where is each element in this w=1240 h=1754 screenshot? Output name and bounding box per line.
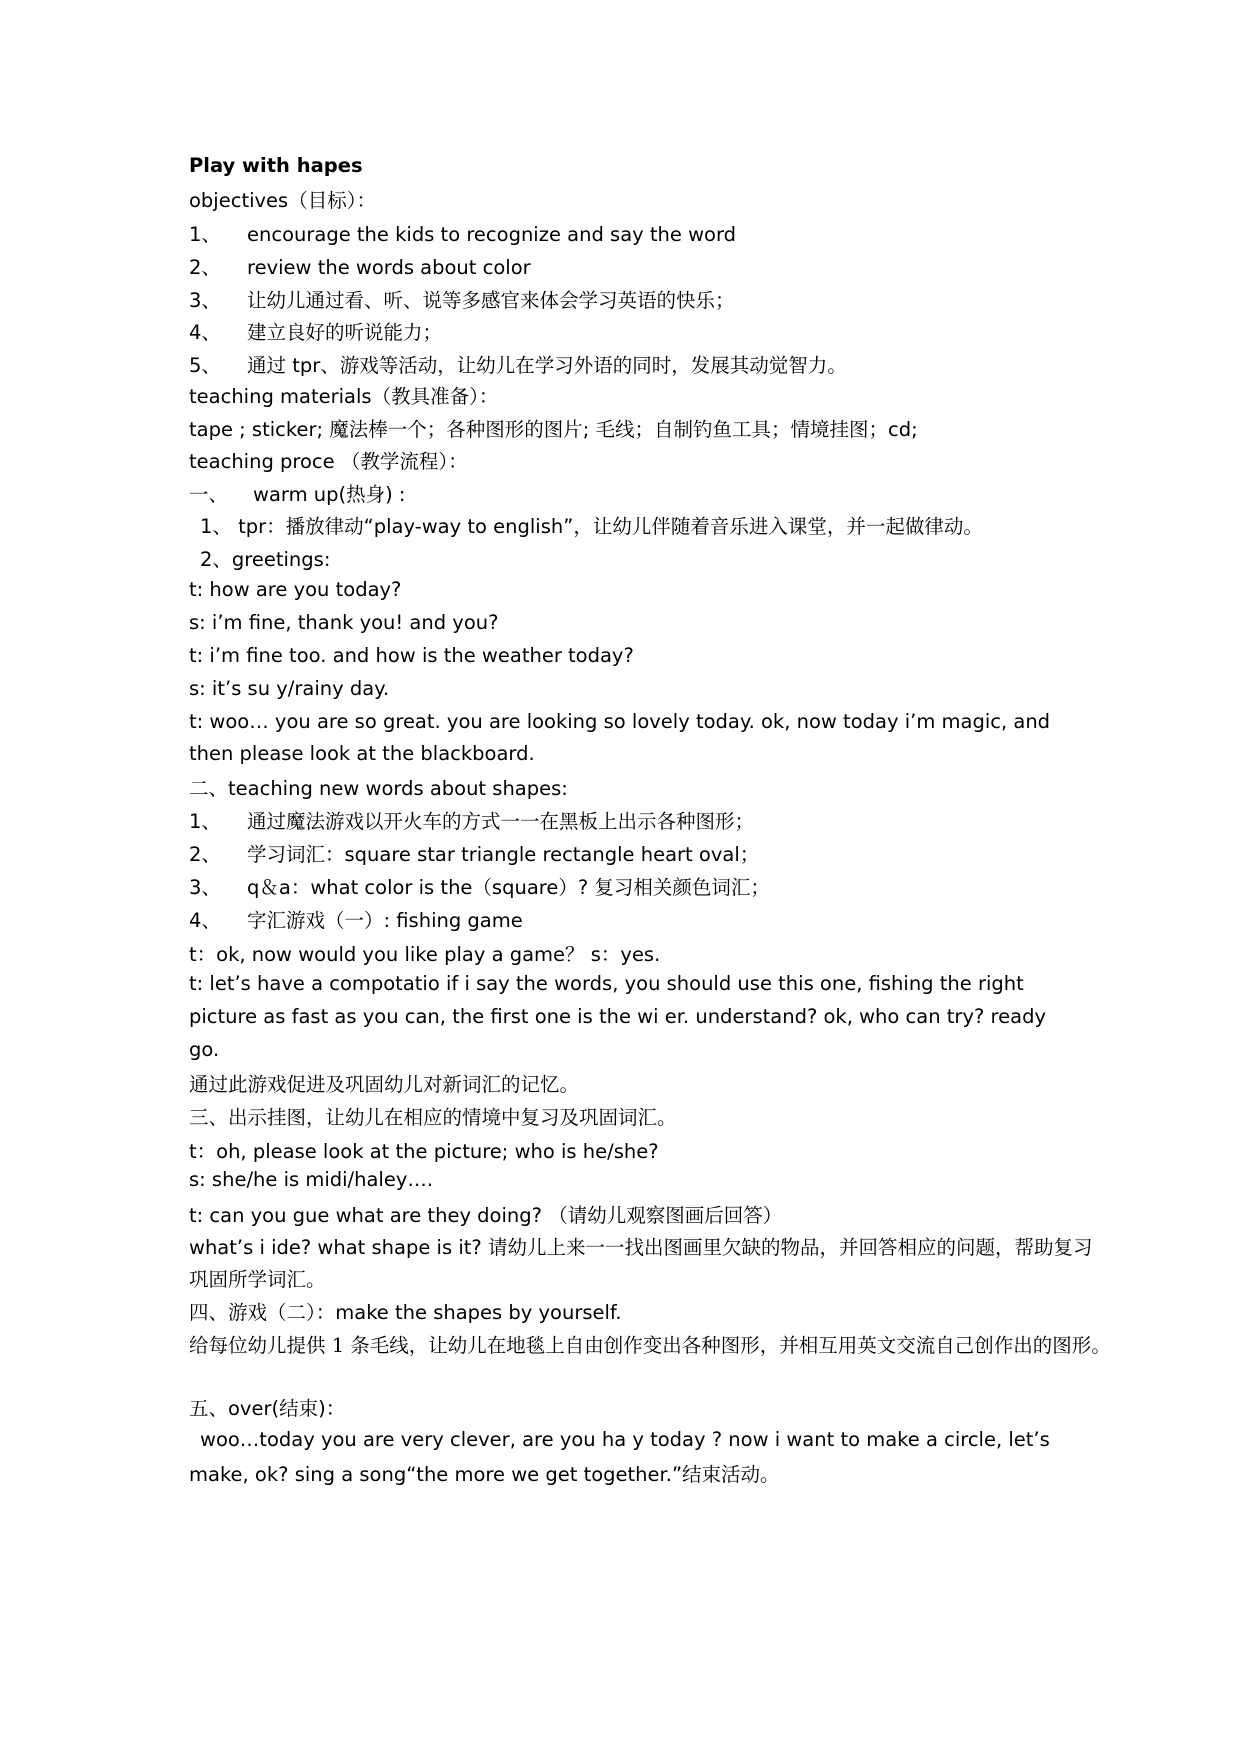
closing-line: woo…today you are very clever, are you ha y today ? now i want to make a circle, let’s [200, 1428, 1050, 1451]
section-2-item [189, 843, 759, 867]
objectives-heading: objectives（目标）： [189, 189, 376, 212]
dialogue-line: t：ok, now would you like play a game？ s：yes. [189, 943, 661, 966]
materials-heading: teaching materials（教具准备）： [189, 385, 499, 408]
item-number: 4、 [189, 909, 221, 932]
section-4-title: 四、游戏（二）：make the shapes by yourself. [189, 1301, 622, 1324]
item-text: 字汇游戏（一）: fishing game [247, 909, 523, 932]
dialogue-line: t: woo… you are so great. you are looking so lovely today. ok, now today i’m magic, and [189, 710, 1051, 733]
objective-item [189, 223, 736, 247]
objective-number: 5、 [189, 354, 221, 377]
objective-text: encourage the kids to recognize and say the word [247, 223, 737, 246]
doc-title: Play with hapes [189, 154, 363, 177]
section-2-note: 通过此游戏促进及巩固幼儿对新词汇的记忆。 [189, 1073, 580, 1096]
section-1-label: 一、 [189, 483, 229, 506]
dialogue-line: s: i’m fine, thank you! and you? [189, 611, 499, 634]
objective-text: 通过 tpr、游戏等活动，让幼儿在学习外语的同时，发展其动觉智力。 [247, 354, 847, 377]
section-2-item [189, 909, 523, 933]
objective-item [189, 321, 442, 345]
dialogue-line: what’s i ide? what shape is it? 请幼儿上来一一找出图画里欠缺的物品，并回答相应的问题，帮助复习 [189, 1236, 1093, 1259]
dialogue-line: t: i’m fine too. and how is the weather today? [189, 644, 634, 667]
objective-text: review the words about color [247, 256, 531, 279]
process-heading: teaching proce （教学流程）： [189, 450, 468, 473]
objective-number: 4、 [189, 321, 221, 344]
section-2-title: 二、teaching new words about shapes: [189, 777, 568, 800]
objective-number: 1、 [189, 223, 221, 246]
section-5-title: 五、over(结束)： [189, 1397, 346, 1420]
section-1-title: warm up(热身) : [253, 483, 406, 506]
objective-item [189, 289, 735, 313]
dialogue-line: t: let’s have a compotatio if i say the words, you should use this one, fishing the right [189, 972, 1024, 995]
item-text: 通过魔法游戏以开火车的方式一一在黑板上出示各种图形； [247, 810, 755, 833]
objective-number: 3、 [189, 289, 221, 312]
dialogue-line: s: she/he is midi/haley…. [189, 1168, 434, 1191]
section-3-title: 三、出示挂图，让幼儿在相应的情境中复习及巩固词汇。 [189, 1106, 677, 1129]
closing-line: make, ok? sing a song“the more we get together.”结束活动。 [189, 1463, 780, 1486]
materials-text: tape ; sticker; 魔法棒一个；各种图形的图片; 毛线；自制钓鱼工具；情境挂图；cd; [189, 418, 918, 441]
objective-text: 让幼儿通过看、听、说等多感官来体会学习英语的快乐； [247, 289, 735, 312]
item-number: 1、 [189, 810, 221, 833]
item-number: 2、 [189, 843, 221, 866]
section-2-item [189, 810, 754, 834]
dialogue-line: then please look at the blackboard. [189, 742, 535, 765]
dialogue-line: go. [189, 1038, 220, 1061]
section-4-text: 给每位幼儿提供 1 条毛线，让幼儿在地毯上自由创作变出各种图形，并相互用英文交流自己创作出的图形。 [189, 1334, 1111, 1357]
dialogue-line: s: it’s su y/rainy day. [189, 677, 390, 700]
item-text: q＆a：what color is the（square）? 复习相关颜色词汇； [247, 876, 770, 899]
section-2-item [189, 876, 770, 900]
objective-text: 建立良好的听说能力； [247, 321, 443, 344]
dialogue-line: t: how are you today? [189, 578, 402, 601]
section-1-item: 1、 tpr：播放律动“play-way to english”，让幼儿伴随着音乐进入课堂，并一起做律动。 [200, 515, 983, 538]
objective-item [189, 354, 847, 378]
objective-item [189, 256, 531, 280]
dialogue-line: t：oh, please look at the picture; who is he/she? [189, 1140, 659, 1163]
section-1-heading [189, 483, 406, 507]
dialogue-line: t: can you gue what are they doing? （请幼儿观察图画后回答） [189, 1204, 783, 1227]
dialogue-line: 巩固所学词汇。 [189, 1268, 326, 1291]
item-number: 3、 [189, 876, 221, 899]
section-1-item: 2、greetings: [200, 548, 331, 571]
dialogue-line: picture as fast as you can, the first one is the wi er. understand? ok, who can try? ready [189, 1005, 1046, 1028]
item-text: 学习词汇：square star triangle rectangle heart oval； [247, 843, 760, 866]
objective-number: 2、 [189, 256, 221, 279]
